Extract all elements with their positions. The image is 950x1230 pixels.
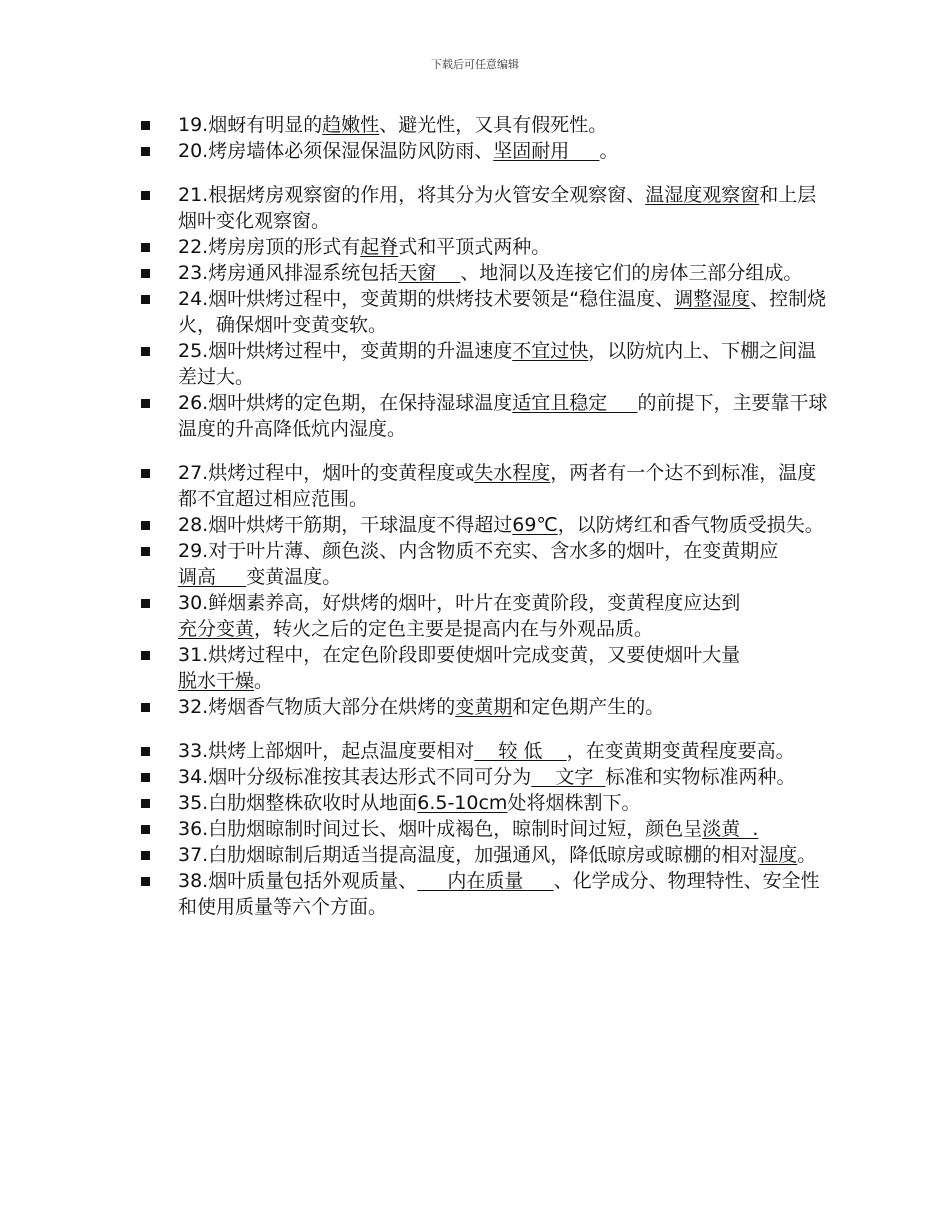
answer-blank: 天窗: [398, 262, 461, 284]
question-text: ，两者有一个达不到标准，温度都不宜超过相应范围。: [178, 462, 817, 510]
question-number: 24.: [178, 288, 209, 310]
question-number: 28.: [178, 514, 209, 536]
answer-blank: 调整湿度: [674, 288, 751, 310]
question-number: 31.: [178, 644, 209, 666]
question-number: 36.: [178, 818, 209, 840]
list-item: [140, 590, 830, 642]
list-item: [140, 112, 830, 138]
question-text: 根据烤房观察窗的作用，将其分为火管安全观察窗、: [208, 184, 646, 206]
answer-blank: 淡黄 .: [702, 818, 759, 840]
square-bullet-icon: [141, 121, 150, 130]
list-item: [140, 512, 830, 538]
list-item: [140, 286, 830, 338]
square-bullet-icon: [141, 521, 150, 530]
question-number: 38.: [178, 870, 209, 892]
square-bullet-icon: [141, 399, 150, 408]
question-text: 标准和实物标准两种。: [605, 766, 796, 788]
question-text: 变黄温度。: [246, 566, 342, 588]
list-item: [140, 260, 830, 286]
question-number: 26.: [178, 392, 209, 414]
question-text: 烤房房顶的形式有: [208, 236, 361, 258]
list-item: [140, 338, 830, 390]
answer-blank: 温湿度观察窗: [645, 184, 760, 206]
question-number: 37.: [178, 844, 209, 866]
list-item: [140, 538, 830, 590]
question-number: 19.: [178, 114, 209, 136]
list-item: [140, 694, 830, 720]
question-number: 27.: [178, 462, 209, 484]
question-text: 烘烤过程中，烟叶的变黄程度或: [208, 462, 475, 484]
list-item: [140, 816, 830, 842]
square-bullet-icon: [141, 295, 150, 304]
question-text: 烘烤上部烟叶，起点温度要相对: [208, 740, 475, 762]
question-text: 处将烟株割下。: [507, 792, 641, 814]
page-header: 下载后可任意编辑: [431, 58, 519, 71]
question-text: 、化学成分、物理特性、安全性和使用质量等六个方面。: [178, 870, 820, 918]
question-number: 29.: [178, 540, 209, 562]
question-list: [140, 112, 830, 920]
answer-blank: 脱水干燥: [178, 670, 255, 692]
list-item: [140, 234, 830, 260]
square-bullet-icon: [141, 651, 150, 660]
answer-blank: 文字: [531, 766, 606, 788]
list-item: [140, 390, 830, 442]
list-item: [140, 182, 830, 234]
answer-blank: 坚固耐用: [493, 140, 600, 162]
question-text: 烟叶分级标准按其表达形式不同可分为: [208, 766, 532, 788]
question-number: 35.: [178, 792, 209, 814]
question-text: 、控制烧火，确保烟叶变黄变软。: [178, 288, 827, 336]
square-bullet-icon: [141, 147, 150, 156]
square-bullet-icon: [141, 599, 150, 608]
question-text: 烟蚜有明显的: [208, 114, 323, 136]
question-text: 鲜烟素养高，好烘烤的烟叶，叶片在变黄阶段，变黄程度应达到: [208, 592, 741, 614]
square-bullet-icon: [141, 877, 150, 886]
answer-blank: 内在质量: [417, 870, 554, 892]
list-item: [140, 738, 830, 764]
question-number: 23.: [178, 262, 209, 284]
list-item: [140, 642, 830, 694]
square-bullet-icon: [141, 547, 150, 556]
answer-blank: 趋嫩性: [322, 114, 380, 136]
question-text: 。: [797, 844, 817, 866]
question-text: 和定色期产生的。: [512, 696, 665, 718]
square-bullet-icon: [141, 347, 150, 356]
answer-blank: 湿度: [759, 844, 798, 866]
question-text: 、地洞以及连接它们的房体三部分组成。: [460, 262, 803, 284]
question-number: 25.: [178, 340, 209, 362]
question-text: 烟叶烘烤的定色期，在保持湿球温度: [208, 392, 513, 414]
question-text: ，以防烤红和香气物质受损失。: [557, 514, 824, 536]
question-text: 。: [254, 670, 274, 692]
question-text: 式和平顶式两种。: [398, 236, 551, 258]
question-text: 和上层烟叶变化观察窗。: [178, 184, 817, 232]
square-bullet-icon: [141, 851, 150, 860]
question-text: 烟叶烘烤过程中，变黄期的升温速度: [208, 340, 513, 362]
question-text: ，转火之后的定色主要是提高内在与外观品质。: [254, 618, 654, 640]
answer-blank: 6.5-10cm: [417, 792, 508, 814]
answer-blank: 调高: [178, 566, 247, 588]
question-text: 白肋烟晾制时间过长、烟叶成褐色，晾制时间过短，颜色呈: [208, 818, 703, 840]
square-bullet-icon: [141, 825, 150, 834]
question-text: ，以防炕内上、下棚之间温差过大。: [178, 340, 817, 388]
square-bullet-icon: [141, 469, 150, 478]
question-number: 32.: [178, 696, 209, 718]
question-number: 22.: [178, 236, 209, 258]
question-text: 。: [599, 140, 619, 162]
question-text: 烘烤过程中，在定色阶段即要使烟叶完成变黄，又要使烟叶大量: [208, 644, 741, 666]
question-number: 33.: [178, 740, 209, 762]
square-bullet-icon: [141, 747, 150, 756]
question-text: ，在变黄期变黄程度要高。: [566, 740, 795, 762]
list-item: [140, 138, 830, 164]
square-bullet-icon: [141, 243, 150, 252]
question-text: 烟叶烘烤干筋期，干球温度不得超过: [208, 514, 513, 536]
answer-blank: 充分变黄: [178, 618, 255, 640]
answer-blank: 起脊: [360, 236, 399, 258]
answer-blank: 不宜过快: [512, 340, 589, 362]
answer-blank: 适宜且稳定: [512, 392, 638, 414]
answer-blank: 较 低: [474, 740, 567, 762]
answer-blank: 失水程度: [474, 462, 551, 484]
question-number: 30.: [178, 592, 209, 614]
answer-blank: 69℃: [512, 514, 558, 536]
list-item: [140, 460, 830, 512]
question-text: 白肋烟晾制后期适当提高温度，加强通风，降低晾房或晾棚的相对: [208, 844, 760, 866]
answer-blank: 变黄期: [455, 696, 513, 718]
square-bullet-icon: [141, 703, 150, 712]
question-number: 21.: [178, 184, 209, 206]
question-text: 白肋烟整株砍收时从地面: [208, 792, 418, 814]
question-text: 的前提下，主要靠干球温度的升高降低炕内湿度。: [178, 392, 828, 440]
question-text: 对于叶片薄、颜色淡、内含物质不充实、含水多的烟叶，在变黄期应: [208, 540, 779, 562]
question-text: 烟叶质量包括外观质量、: [208, 870, 418, 892]
question-text: 、避光性，又具有假死性。: [379, 114, 608, 136]
question-text: 烤房墙体必须保湿保温防风防雨、: [208, 140, 494, 162]
question-text: 烤房通风排湿系统包括: [208, 262, 399, 284]
list-item: [140, 764, 830, 790]
question-number: 20.: [178, 140, 209, 162]
square-bullet-icon: [141, 773, 150, 782]
square-bullet-icon: [141, 269, 150, 278]
question-number: 34.: [178, 766, 209, 788]
list-item: [140, 790, 830, 816]
question-text: 烟叶烘烤过程中，变黄期的烘烤技术要领是“稳住温度、: [208, 288, 675, 310]
list-item: [140, 842, 830, 868]
list-item: [140, 868, 830, 920]
question-text: 烤烟香气物质大部分在烘烤的: [208, 696, 456, 718]
square-bullet-icon: [141, 799, 150, 808]
square-bullet-icon: [141, 191, 150, 200]
